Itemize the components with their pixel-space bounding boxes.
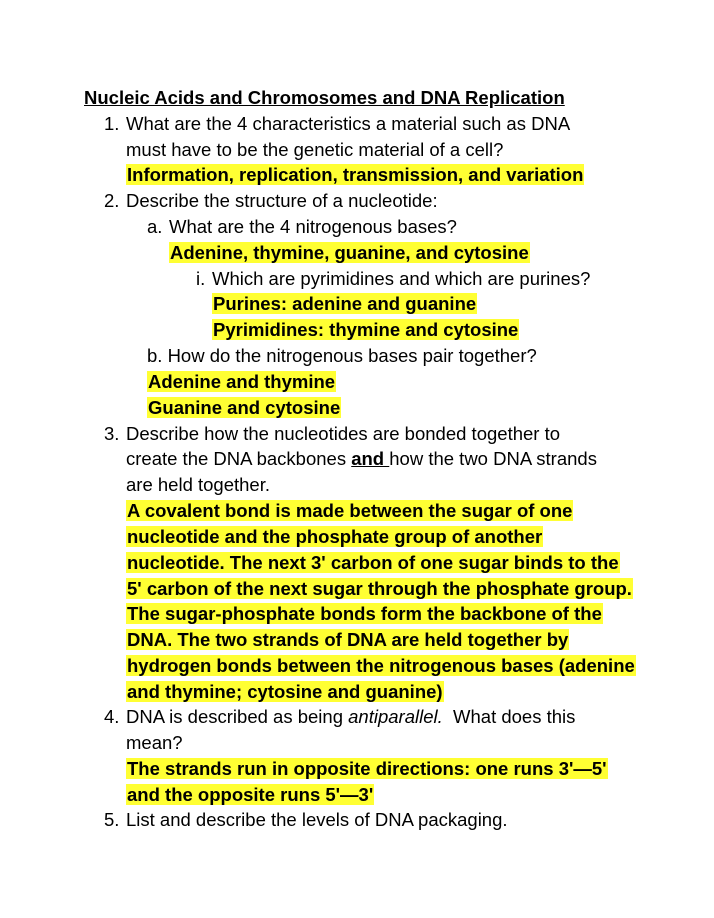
- q3-text-line-3: are held together.: [126, 474, 270, 495]
- q4-number: 4.: [104, 706, 120, 727]
- q3-answer-line: nucleotide and the phosphate group of another: [127, 526, 543, 547]
- q3-line2-post: how the two DNA strands: [389, 448, 597, 469]
- q2a-number: a.: [147, 216, 163, 237]
- q2-number: 2.: [104, 190, 120, 211]
- q4-text-line-2: mean?: [126, 732, 183, 753]
- q2ai-text: Which are pyrimidines and which are purines?: [212, 268, 591, 289]
- q2ai-number: i.: [196, 268, 206, 289]
- q3-text-line-2: [126, 446, 597, 472]
- q3-answer-line: nucleotide. The next 3' carbon of one sugar binds to the: [127, 552, 619, 573]
- page-title: Nucleic Acids and Chromosomes and DNA Replication: [84, 87, 565, 108]
- q4-line1-pre: DNA is described as being: [126, 706, 349, 727]
- q2a-text: What are the 4 nitrogenous bases?: [169, 216, 457, 237]
- q3-line2-pre: create the DNA backbones: [126, 448, 352, 469]
- q3-answer-line: DNA. The two strands of DNA are held together by: [127, 629, 569, 650]
- q2ai-answer-pyrimidines: Pyrimidines: thymine and cytosine: [213, 319, 519, 340]
- q2ai-answer-purines: Purines: adenine and guanine: [213, 293, 477, 314]
- q5-text: List and describe the levels of DNA packaging.: [126, 809, 508, 830]
- q4-antiparallel-term: antiparallel.: [348, 706, 443, 727]
- q1-text-line-1: What are the 4 characteristics a material such as DNA: [126, 113, 571, 134]
- q5-number: 5.: [104, 809, 120, 830]
- q2-text: Describe the structure of a nucleotide:: [126, 190, 438, 211]
- q2b-text: b. How do the nitrogenous bases pair together?: [147, 345, 537, 366]
- q3-answer-line: The sugar-phosphate bonds form the backbone of the: [127, 603, 602, 624]
- q1-number: 1.: [104, 113, 120, 134]
- q2b-answer-2: Guanine and cytosine: [148, 397, 341, 418]
- q1-answer: Information, replication, transmission, and variation: [127, 164, 584, 185]
- q4-line1-post: What does this: [442, 706, 576, 727]
- q3-answer-line: 5' carbon of the next sugar through the phosphate group.: [127, 578, 632, 599]
- q4-answer-2: and the opposite runs 5'—3': [127, 784, 374, 805]
- q2a-answer: Adenine, thymine, guanine, and cytosine: [170, 242, 529, 263]
- q3-answer-line: A covalent bond is made between the sugar of one: [127, 500, 573, 521]
- q4-text-line-1: [126, 704, 575, 730]
- q1-text-line-2: must have to be the genetic material of a cell?: [126, 139, 504, 160]
- q3-text-line-1: Describe how the nucleotides are bonded together to: [126, 423, 561, 444]
- q3-and-emphasis: and: [351, 448, 390, 469]
- q2b-answer-1: Adenine and thymine: [148, 371, 336, 392]
- q4-answer-1: The strands run in opposite directions: one runs 3'—5': [127, 758, 607, 779]
- q3-answer-line: and thymine; cytosine and guanine): [127, 681, 443, 702]
- q3-answer-line: hydrogen bonds between the nitrogenous bases (adenine: [127, 655, 635, 676]
- q3-number: 3.: [104, 423, 120, 444]
